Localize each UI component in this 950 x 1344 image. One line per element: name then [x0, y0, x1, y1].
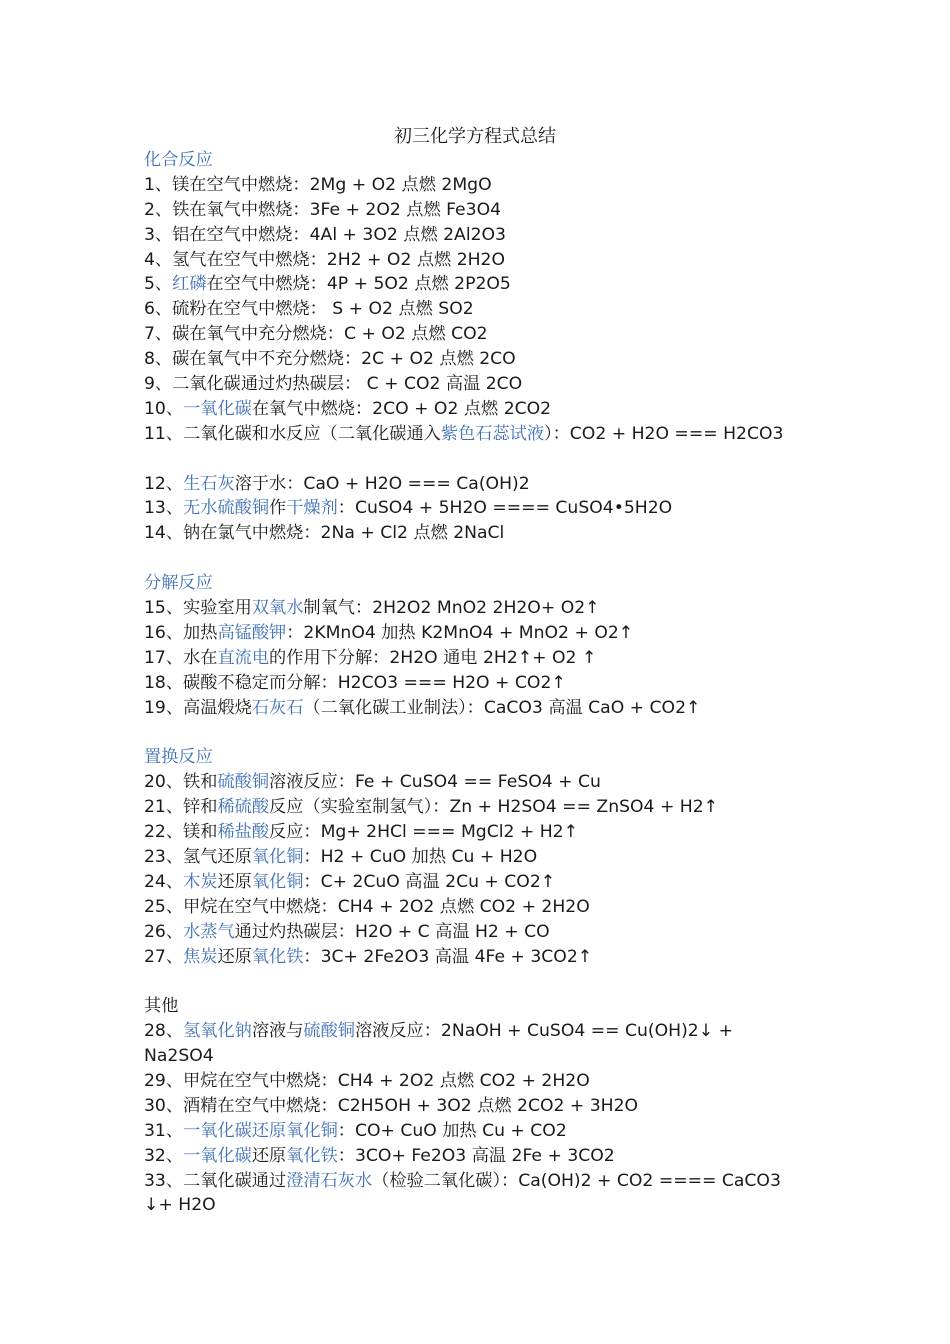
- equation-line: [144, 472, 824, 497]
- section-heading: 置换反应: [144, 747, 213, 768]
- blank-line: [144, 720, 824, 745]
- text-segment: 9、二氧化碳通过灼热碳层： C + CO2 高温 2CO: [144, 374, 523, 395]
- text-segment: 33、二氧化碳通过: [144, 1170, 287, 1191]
- equation-line: [144, 895, 824, 920]
- text-segment: （检验二氧化碳）：Ca(OH)2 + CO2 ==== CaCO3: [372, 1170, 781, 1191]
- highlighted-term: 高锰酸钾: [217, 622, 287, 643]
- text-segment: 4、氢气在空气中燃烧：2H2 + O2 点燃 2H2O: [144, 249, 506, 270]
- section-heading: 分解反应: [144, 573, 213, 594]
- text-segment: 10、: [144, 398, 184, 419]
- highlighted-term: 无水硫酸铜: [183, 498, 270, 519]
- section-heading: 化合反应: [144, 150, 213, 170]
- equation-line: [144, 1119, 824, 1144]
- text-segment: ↓+ H2O: [144, 1195, 216, 1216]
- text-segment: 的作用下分解：2H2O 通电 2H2↑+ O2 ↑: [269, 647, 597, 668]
- text-segment: ）：CO2 + H2O === H2CO3: [544, 423, 784, 444]
- highlighted-term: 一氧化碳还原氧化铜: [183, 1120, 338, 1141]
- equation-line: [144, 820, 824, 845]
- highlighted-term: 硫酸铜: [303, 1021, 355, 1042]
- equation-line: [144, 596, 824, 621]
- text-segment: 14、钠在氯气中燃烧：2Na + Cl2 点燃 2NaCl: [144, 523, 505, 544]
- text-segment: 作: [269, 498, 287, 519]
- text-segment: ：CO+ CuO 加热 Cu + CO2: [337, 1120, 567, 1141]
- equation-line: [144, 173, 824, 198]
- blank-line: [144, 546, 824, 571]
- text-segment: 25、甲烷在空气中燃烧：CH4 + 2O2 点燃 CO2 + 2H2O: [144, 896, 590, 917]
- equation-line: [144, 198, 824, 223]
- text-segment: （二氧化碳工业制法）：CaCO3 高温 CaO + CO2↑: [303, 697, 701, 718]
- highlighted-term: 氧化铁: [251, 946, 304, 967]
- text-segment: 28、: [144, 1021, 184, 1042]
- text-segment: 23、氢气还原: [144, 846, 252, 867]
- text-segment: 还原: [217, 871, 252, 892]
- text-segment: 溶液反应：2NaOH + CuSO4 == Cu(OH)2↓ +: [354, 1021, 733, 1042]
- equation-line: [144, 322, 824, 347]
- highlighted-term: 硫酸铜: [217, 772, 270, 793]
- highlighted-term: 一氧化碳: [183, 1145, 252, 1166]
- text-segment: 18、碳酸不稳定而分解：H2CO3 === H2O + CO2↑: [144, 672, 566, 693]
- text-segment: 还原: [251, 1145, 287, 1166]
- text-segment: 17、水在: [144, 647, 218, 668]
- document-body: [144, 148, 824, 1218]
- text-segment: 1、镁在空气中燃烧：2Mg + O2 点燃 2MgO: [144, 174, 492, 195]
- equation-line: [144, 920, 824, 945]
- text-segment: 21、锌和: [144, 797, 218, 818]
- section-heading: 其他: [144, 996, 179, 1017]
- equation-line: [144, 248, 824, 273]
- equation-line: [144, 1044, 824, 1069]
- equation-line: [144, 1169, 824, 1194]
- highlighted-term: 澄清石灰水: [286, 1170, 373, 1191]
- equation-line: [144, 621, 824, 646]
- blank-line: [144, 447, 824, 472]
- highlighted-term: 生石灰: [183, 473, 235, 494]
- highlighted-term: 稀盐酸: [217, 822, 270, 843]
- text-segment: 6、硫粉在空气中燃烧： S + O2 点燃 SO2: [144, 299, 474, 320]
- text-segment: 19、高温煅烧: [144, 697, 252, 718]
- equation-line: [144, 1094, 824, 1119]
- equation-line: [144, 845, 824, 870]
- text-segment: 13、: [144, 498, 184, 519]
- highlighted-term: 氧化铁: [286, 1145, 338, 1166]
- text-segment: 24、: [144, 871, 184, 892]
- equation-line: [144, 223, 824, 248]
- equation-line: [144, 496, 824, 521]
- text-segment: 32、: [144, 1145, 184, 1166]
- text-segment: 11、二氧化碳和水反应（二氧化碳通入: [144, 423, 441, 444]
- text-segment: 15、实验室用: [144, 598, 252, 619]
- text-segment: 30、酒精在空气中燃烧：C2H5OH + 3O2 点燃 2CO2 + 3H2O: [144, 1095, 639, 1116]
- equation-line: [144, 770, 824, 795]
- equation-line: [144, 870, 824, 895]
- highlighted-term: 干燥剂: [286, 498, 338, 519]
- equation-line: [144, 1019, 824, 1044]
- text-segment: 3、铝在空气中燃烧：4Al + 3O2 点燃 2Al2O3: [144, 224, 506, 245]
- text-segment: 溶于水：CaO + H2O === Ca(OH)2: [234, 473, 530, 494]
- equation-line: [144, 397, 824, 422]
- text-segment: ：3CO+ Fe2O3 高温 2Fe + 3CO2: [337, 1145, 615, 1166]
- text-segment: 溶液反应：Fe + CuSO4 == FeSO4 + Cu: [269, 772, 601, 793]
- text-segment: ：CuSO4 + 5H2O ==== CuSO4•5H2O: [337, 498, 673, 519]
- equation-line: [144, 1069, 824, 1094]
- text-segment: 31、: [144, 1120, 184, 1141]
- equation-line: [144, 1193, 824, 1218]
- highlighted-term: 紫色石蕊试液: [440, 423, 545, 444]
- equation-line: [144, 297, 824, 322]
- text-segment: 26、: [144, 921, 184, 942]
- text-segment: 5、: [144, 274, 173, 295]
- highlighted-term: 木炭: [183, 871, 218, 892]
- text-segment: 22、镁和: [144, 822, 218, 843]
- text-segment: 反应：Mg+ 2HCl === MgCl2 + H2↑: [269, 822, 578, 843]
- equation-line: [144, 1144, 824, 1169]
- text-segment: ：2KMnO4 加热 K2MnO4 + MnO2 + O2↑: [286, 622, 634, 643]
- highlighted-term: 稀硫酸: [217, 797, 270, 818]
- text-segment: 27、: [144, 946, 184, 967]
- equation-line: [144, 272, 824, 297]
- equation-line: [144, 671, 824, 696]
- equation-line: [144, 646, 824, 671]
- highlighted-term: 双氧水: [251, 598, 304, 619]
- text-segment: 2、铁在氧气中燃烧：3Fe + 2O2 点燃 Fe3O4: [144, 199, 502, 220]
- equation-line: [144, 372, 824, 397]
- equation-line: [144, 347, 824, 372]
- text-segment: 制氧气：2H2O2 MnO2 2H2O+ O2↑: [303, 598, 600, 619]
- equation-line: [144, 521, 824, 546]
- text-segment: 在空气中燃烧：4P + 5O2 点燃 2P2O5: [206, 274, 511, 295]
- text-segment: Na2SO4: [144, 1046, 214, 1067]
- text-segment: 通过灼热碳层：H2O + C 高温 H2 + CO: [234, 921, 550, 942]
- text-segment: ：C+ 2CuO 高温 2Cu + CO2↑: [303, 871, 556, 892]
- text-segment: 溶液与: [251, 1021, 304, 1042]
- highlighted-term: 焦炭: [183, 946, 218, 967]
- equation-line: [144, 422, 824, 447]
- equation-line: [144, 795, 824, 820]
- highlighted-term: 氧化铜: [251, 871, 304, 892]
- text-segment: ：3C+ 2Fe2O3 高温 4Fe + 3CO2↑: [303, 946, 593, 967]
- highlighted-term: 氢氧化钠: [183, 1021, 252, 1042]
- page-title: 初三化学方程式总结: [394, 126, 556, 147]
- highlighted-term: 石灰石: [251, 697, 304, 718]
- highlighted-term: 红磷: [172, 274, 207, 295]
- highlighted-term: 氧化铜: [251, 846, 304, 867]
- text-segment: 反应（实验室制氢气）：Zn + H2SO4 == ZnSO4 + H2↑: [269, 797, 719, 818]
- text-segment: ：H2 + CuO 加热 Cu + H2O: [303, 846, 538, 867]
- text-segment: 8、碳在氧气中不充分燃烧：2C + O2 点燃 2CO: [144, 349, 516, 370]
- highlighted-term: 水蒸气: [183, 921, 235, 942]
- text-segment: 还原: [217, 946, 252, 967]
- highlighted-term: 直流电: [217, 647, 270, 668]
- blank-line: [144, 969, 824, 994]
- text-segment: 7、碳在氧气中充分燃烧：C + O2 点燃 CO2: [144, 324, 488, 345]
- text-segment: 16、加热: [144, 622, 218, 643]
- equation-line: [144, 696, 824, 721]
- text-segment: 在氧气中燃烧：2CO + O2 点燃 2CO2: [251, 398, 552, 419]
- text-segment: 29、甲烷在空气中燃烧：CH4 + 2O2 点燃 CO2 + 2H2O: [144, 1070, 590, 1091]
- text-segment: 12、: [144, 473, 184, 494]
- highlighted-term: 一氧化碳: [183, 398, 252, 419]
- equation-line: [144, 945, 824, 970]
- text-segment: 20、铁和: [144, 772, 218, 793]
